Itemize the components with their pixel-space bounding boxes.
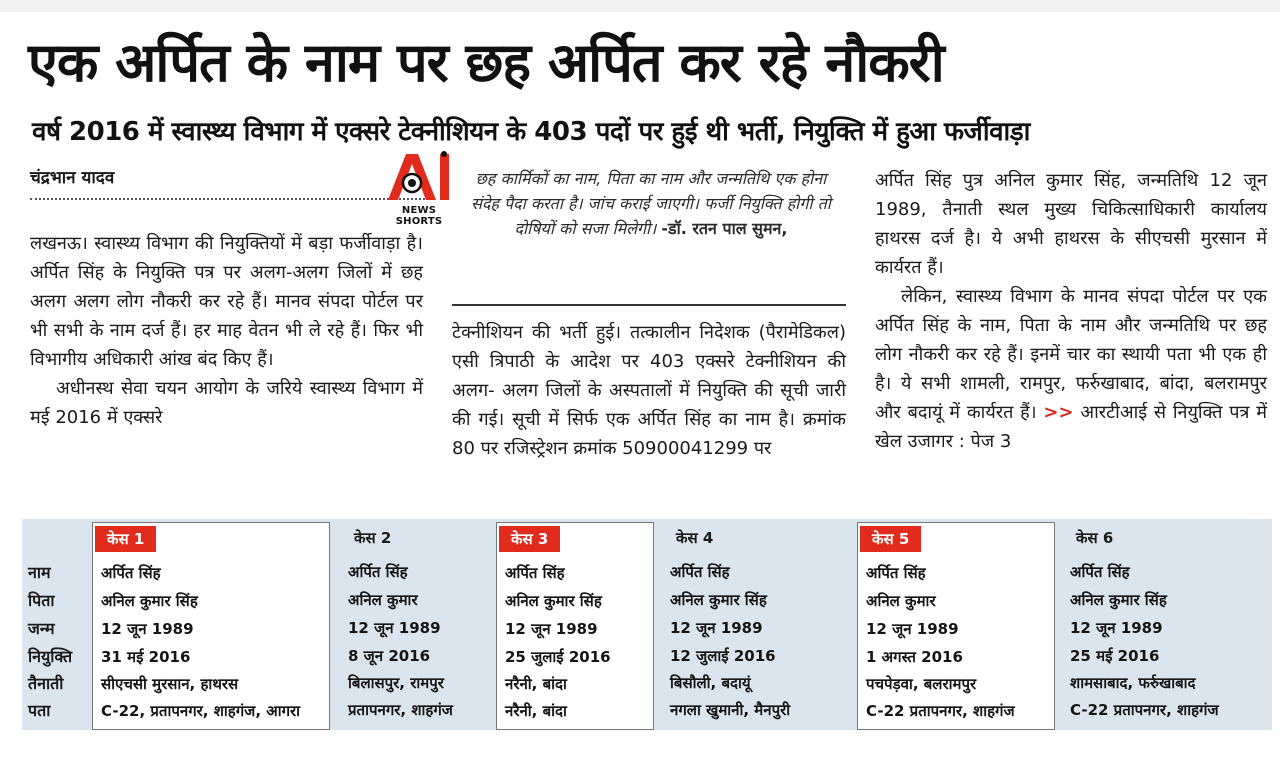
row-label-father: पिता <box>28 591 55 610</box>
case-cell: प्रतापनगर, शाहगंज <box>348 701 453 719</box>
arrow-icon: >> <box>1043 402 1074 423</box>
case-cell: 12 जून 1989 <box>348 619 441 637</box>
headline: एक अर्पित के नाम पर छह अर्पित कर रहे नौकरी <box>28 31 944 94</box>
case-cell: C-22, प्रतापनगर, शाहगंज, आगरा <box>101 702 301 720</box>
case-cell: बिसौली, बदायूं <box>670 674 751 692</box>
pull-quote-divider <box>452 304 846 306</box>
case-cell: शामसाबाद, फर्रुखाबाद <box>1070 674 1196 692</box>
case-cell: अर्पित सिंह <box>505 564 565 582</box>
case-label: केस 5 <box>860 526 921 552</box>
case-label: केस 4 <box>676 529 714 547</box>
case-cell: 25 मई 2016 <box>1070 647 1160 665</box>
case-cell: अनिल कुमार <box>866 592 936 610</box>
case-cell: अनिल कुमार सिंह <box>505 592 602 610</box>
case-column-6 <box>1062 522 1268 728</box>
bottom-margin <box>0 732 1280 763</box>
article-column-2 <box>452 318 846 463</box>
case-cell: बिलासपुर, रामपुर <box>348 674 444 692</box>
case-cell: 12 जून 1989 <box>670 619 763 637</box>
article-paragraph: टेक्नीशियन की भर्ती हुई। तत्कालीन निदेशक (पैरामेडिकल) एसी त्रिपाठी के आदेश पर 403 एक्सरे टेक्नीशियन की अलग- अलग जिलों के अस्पतालों में नियुक्ति की सूची जारी की गई। सूची में सिर्फ एक अर्पित सिंह का नाम है। क्रमांक 80 पर रजिस्ट्रेशन क्रमांक 50900041299 पर <box>452 322 846 459</box>
byline: चंद्रभान यादव <box>30 168 115 188</box>
case-label: केस 1 <box>95 526 156 552</box>
article-paragraph: अधीनस्थ सेवा चयन आयोग के जरिये स्वास्थ्य विभाग में मई 2016 में एक्सरे <box>30 378 423 428</box>
case-column-5 <box>857 522 1055 730</box>
case-cell: पचपेड़वा, बलरामपुर <box>866 675 977 693</box>
case-cell: 12 जुलाई 2016 <box>670 647 776 665</box>
case-cell: अर्पित सिंह <box>670 563 730 581</box>
article-paragraph <box>875 282 1267 456</box>
case-cell: 12 जून 1989 <box>866 620 959 638</box>
article-column-1 <box>30 229 423 432</box>
case-cell: अर्पित सिंह <box>348 563 408 581</box>
cross-reference: आरटीआई से नियुक्ति पत्र में खेल उजागर : पेज 3 <box>875 402 1267 452</box>
logo-text: NEWS SHORTS <box>395 205 443 227</box>
case-cell: अर्पित सिंह <box>101 564 161 582</box>
case-cell: सीएचसी मुरसान, हाथरस <box>101 675 239 693</box>
byline-divider <box>30 198 425 200</box>
ai-logo-icon <box>384 150 454 202</box>
case-cell: C-22 प्रतापनगर, शाहगंज <box>866 702 1015 720</box>
row-label-address: पता <box>28 701 51 720</box>
case-cell: नगला खुमानी, मैनपुरी <box>670 701 791 719</box>
subheadline: वर्ष 2016 में स्वास्थ्य विभाग में एक्सरे टेक्नीशियन के 403 पदों पर हुई थी भर्ती, नियुक्ति में हुआ फर्जीवाड़ा <box>32 117 1030 147</box>
article-paragraph: अर्पित सिंह पुत्र अनिल कुमार सिंह, जन्मतिथि 12 जून 1989, तैनाती स्थल मुख्य चिकित्साधिकारी कार्यालय हाथरस दर्ज है। ये अभी हाथरस के सीएचसी मुरसान में कार्यरत हैं। <box>875 170 1267 278</box>
case-cell: अनिल कुमार सिंह <box>1070 591 1167 609</box>
case-column-4 <box>662 522 852 728</box>
case-cell: 25 जुलाई 2016 <box>505 648 611 666</box>
case-cell: 12 जून 1989 <box>1070 619 1163 637</box>
case-cell: 31 मई 2016 <box>101 648 191 666</box>
case-label: केस 3 <box>499 526 560 552</box>
ai-news-shorts-logo <box>378 150 460 225</box>
case-cell: 12 जून 1989 <box>505 620 598 638</box>
row-label-appointment: नियुक्ति <box>28 647 73 666</box>
case-cell: 12 जून 1989 <box>101 620 194 638</box>
case-cell: 1 अगस्त 2016 <box>866 648 963 666</box>
case-label: केस 6 <box>1076 529 1114 547</box>
pull-quote-attribution: -डॉ. रतन पाल सुमन, <box>661 219 788 238</box>
article-paragraph-text: लेकिन, स्वास्थ्य विभाग के मानव संपदा पोर्टल पर एक अर्पित सिंह के नाम, पिता के नाम और जन्मतिथि पर छह लोग नौकरी कर रहे हैं। इनमें चार का स्थायी पता भी एक ही है। ये सभी शामली, रामपुर, फर्रुखाबाद, बांदा, बलरामपुर और बदायूं में कार्यरत हैं। <box>875 286 1267 423</box>
row-label-birth: जन्म <box>28 619 55 638</box>
case-column-2 <box>340 522 492 728</box>
pull-quote <box>462 166 840 241</box>
case-cell: 8 जून 2016 <box>348 647 431 665</box>
row-label-posting: तैनाती <box>28 674 64 693</box>
article-paragraph: लखनऊ। स्वास्थ्य विभाग की नियुक्तियों में बड़ा फर्जीवाड़ा है। अर्पित सिंह के नियुक्ति पत्र पर अलग-अलग जिलों में छह अलग अलग लोग नौकरी कर रहे हैं। मानव संपदा पोर्टल पर भी सभी के नाम दर्ज हैं। हर माह वेतन भी ले रहे हैं। फिर भी विभागीय अधिकारी आंख बंद किए हैं। <box>30 233 423 370</box>
case-cell: अनिल कुमार <box>348 591 418 609</box>
row-label-name: नाम <box>28 563 51 582</box>
case-column-1 <box>92 522 330 730</box>
case-cell: अनिल कुमार सिंह <box>670 591 767 609</box>
case-cell: C-22 प्रतापनगर, शाहगंज <box>1070 701 1219 719</box>
article-column-3 <box>875 166 1267 456</box>
case-cell: नरैनी, बांदा <box>505 675 567 693</box>
case-column-3 <box>496 522 654 730</box>
top-strip <box>0 0 1280 12</box>
case-cell: अर्पित सिंह <box>866 564 926 582</box>
case-cell: नरैनी, बांदा <box>505 702 567 720</box>
case-cell: अनिल कुमार सिंह <box>101 592 198 610</box>
case-label: केस 2 <box>354 529 392 547</box>
case-cell: अर्पित सिंह <box>1070 563 1130 581</box>
pull-quote-text: छह कार्मिकों का नाम, पिता का नाम और जन्मतिथि एक होना संदेह पैदा करता है। जांच कराई जाएगी। फर्जी नियुक्ति होगी तो दोषियों को सजा मिलेगी। <box>471 169 831 238</box>
